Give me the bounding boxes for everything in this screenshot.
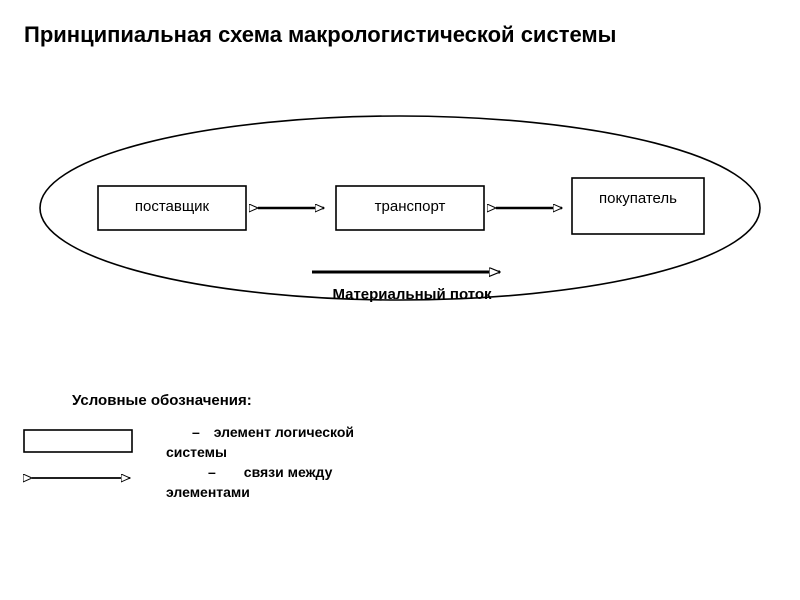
legend-dash-1: – — [192, 424, 200, 440]
page-title: Принципиальная схема макрологистической системы — [24, 22, 617, 47]
legend-dash-2: – — [208, 464, 216, 480]
legend-title: Условные обозначения: — [72, 392, 252, 409]
node-label-supplier: поставщик — [134, 198, 210, 215]
legend-symbol-rectangle — [24, 430, 132, 452]
legend-text-element-line2: системы — [166, 444, 227, 460]
material-flow-label: Материальный поток — [332, 286, 492, 303]
legend-text-connection-line2: элементами — [166, 484, 250, 500]
legend-text-connection-line1: связи между — [243, 464, 333, 480]
legend-item-element — [166, 422, 466, 462]
legend-item-connection — [166, 462, 476, 502]
legend-text-element-line1: элемент логической — [213, 424, 355, 440]
node-label-buyer: покупатель — [599, 190, 677, 207]
node-label-transport: транспорт — [374, 198, 446, 215]
